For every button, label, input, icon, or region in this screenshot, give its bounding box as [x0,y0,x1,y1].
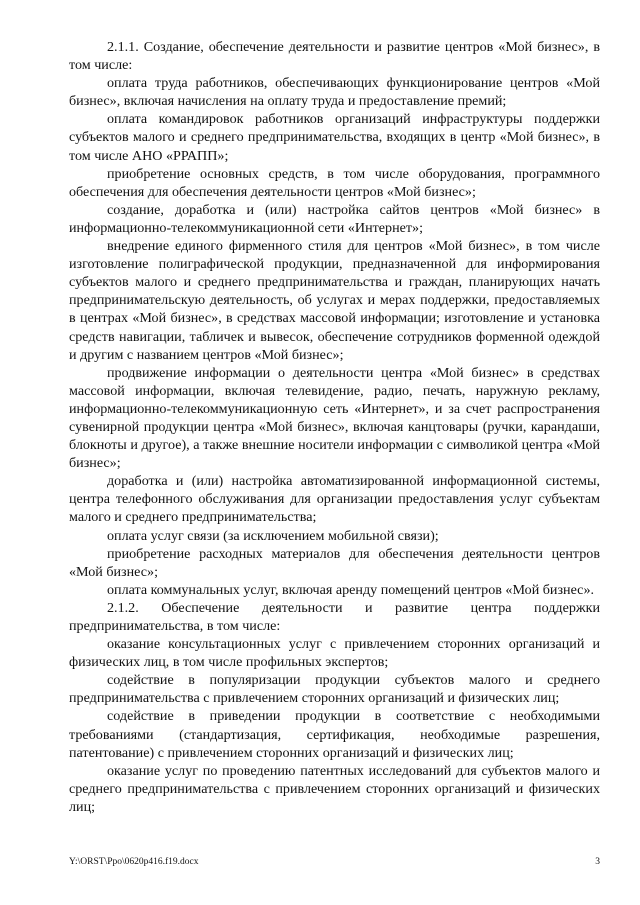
paragraph: оплата услуг связи (за исключением мобильной связи); [107,527,439,544]
paragraph: создание, доработка и (или) настройка сайтов центров «Мой бизнес» в информационно-телекоммуникационной сети «Интернет»; [69,201,600,236]
paragraph: доработка и (или) настройка автоматизированной информационной системы, центра телефонного обслуживания для организации предоставления услуг субъектам малого и среднего предпринимательства; [69,473,600,526]
document-body [69,38,600,816]
paragraph: оказание услуг по проведению патентных исследований для субъектов малого и среднего предпринимательства с привлечением сторонних организаций и физических лиц; [69,762,600,815]
paragraph: приобретение расходных материалов для обеспечения деятельности центров «Мой бизнес»; [69,545,600,580]
page-number: 3 [595,857,600,867]
paragraph: приобретение основных средств, в том числе оборудования, программного обеспечения для обеспечения деятельности центров «Мой бизнес»; [69,165,600,200]
section-2-1-1-heading: 2.1.1. Создание, обеспечение деятельности и развитие центров «Мой бизнес», в том числе: [69,39,600,74]
paragraph: продвижение информации о деятельности центра «Мой бизнес» в средствах массовой информации, включая телевидение, радио, печать, наружную рекламу, информационно-телекоммуникационную сеть «Интернет», и за счет распространения сувенирной продукции центра «Мой бизнес», включая канцтовары (ручки, карандаши, блокноты и другое), а также внешние носители информации с символикой центра «Мой бизнес»; [69,364,600,472]
paragraph: оплата труда работников, обеспечивающих функционирование центров «Мой бизнес», включая начисления на оплату труда и предоставление премий; [69,75,600,110]
paragraph: внедрение единого фирменного стиля для центров «Мой бизнес», в том числе изготовление полиграфической продукции, предназначенной для информирования субъектов малого и среднего предпринимательства и граждан, планирующих начать предпринимательскую деятельность, об услугах и мерах поддержки, предоставляемых в центрах «Мой бизнес», в средствах массовой информации; изготовление и установка средств навигации, табличек и вывесок, обеспечение сотрудников форменной одеждой и другим с названием центров «Мой бизнес»; [69,238,600,363]
paragraph: содействие в популяризации продукции субъектов малого и среднего предпринимательства с привлечением сторонних организаций и физических лиц; [69,672,600,707]
paragraph: оплата командировок работников организаций инфраструктуры поддержки субъектов малого и среднего предпринимательства, входящих в центр «Мой бизнес», в том числе АНО «РРАПП»; [69,111,600,164]
section-2-1-2-heading: 2.1.2. Обеспечение деятельности и развитие центра поддержки предпринимательства, в том числе: [69,599,600,634]
paragraph: оплата коммунальных услуг, включая аренду помещений центров «Мой бизнес». [107,581,595,598]
file-path: Y:\ORST\Ppo\0620p416.f19.docx [69,857,199,867]
paragraph: содействие в приведении продукции в соответствие с необходимыми требованиями (стандартизация, сертификация, необходимые разрешения, патентование) с привлечением сторонних организаций и физических лиц; [69,708,600,761]
paragraph: оказание консультационных услуг с привлечением сторонних организаций и физических лиц, в том числе профильных экспертов; [69,636,600,671]
